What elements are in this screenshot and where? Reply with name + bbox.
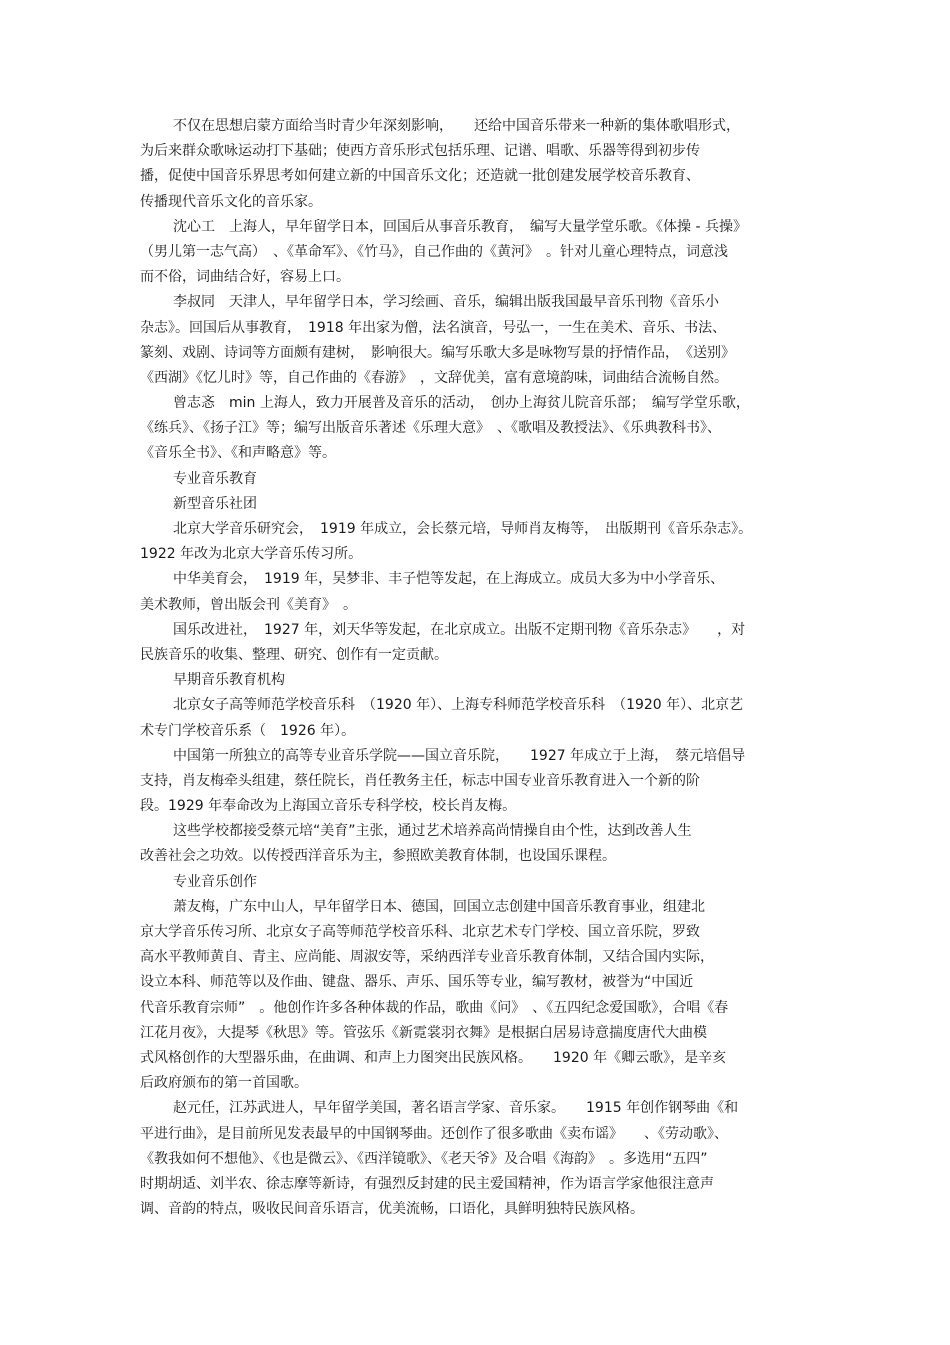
text-line: 杂志》。回国后从事教育， 1918 年出家为僧，法名演音，号弘一，一生在美术、音乐、书法、 [140,319,727,336]
text-line: 京大学音乐传习所、北京女子高等师范学校音乐科、北京艺术专门学校、国立音乐院，罗致 [140,924,700,940]
text-line: 专业音乐创作 [173,873,257,890]
text-line: 北京女子高等师范学校音乐科 （1920 年）、上海专科师范学校音乐科 （1920 年）、北京艺 [173,697,744,714]
text-line: 江花月夜》，大提琴《秋思》等。管弦乐《新霓裳羽衣舞》是根据白居易诗意揣度唐代大曲模 [140,1024,707,1041]
text-line: 萧友梅，广东中山人，早年留学日本、德国，回国立志创建中国音乐教育事业，组建北 [173,898,705,915]
text-line: 沈心工 上海人，早年留学日本，回国后从事音乐教育， 编写大量学堂乐歌。《体操 - 兵操》 [173,218,747,235]
text-line: 赵元任，江苏武进人，早年留学美国，著名语言学家、音乐家。 1915 年创作钢琴曲《和 [173,1100,739,1117]
text-line: 美术教师，曾出版会刊《美育》 。 [140,596,357,613]
text-line: 中国第一所独立的高等专业音乐学院——国立音乐院， 1927 年成立于上海， 蔡元培倡导 [173,747,746,764]
text-line: 篆刻、戏剧、诗词等方面颇有建树， 影响很大。编写乐歌大多是咏物写景的抒情作品， 《送别》 [140,344,735,361]
text-line: 北京大学音乐研究会， 1919 年成立，会长蔡元培，导师肖友梅等， 出版期刊《音乐杂志》。 [173,521,753,537]
text-line: （男儿第一志气高） 、《革命军》、《竹马》，自己作曲的《黄河》 。针对儿童心理特点，词意浅 [140,243,728,260]
text-line: 播，促使中国音乐界思考如何建立新的中国音乐文化；还造就一批创建发展学校音乐教育、 [140,168,700,185]
text-line: 时期胡适、刘半农、徐志摩等新诗，有强烈反封建的民主爱国精神，作为语言学家他很注意声 [140,1175,714,1192]
text-line: 1922 年改为北京大学音乐传习所。 [140,546,363,563]
text-line: 后政府颁布的第一首国歌。 [140,1075,308,1092]
text-line: 代音乐教育宗师” 。他创作许多各种体裁的作品，歌曲《问》 、《五四纪念爱国歌》，合唱《春 [140,999,729,1016]
text-line: 《西湖》《忆儿时》等，自己作曲的《春游》 ，文辞优美，富有意境韵味，词曲结合流畅自然。 [140,369,728,386]
text-line: 曾志忞 min 上海人，致力开展普及音乐的活动， 创办上海贫儿院音乐部； 编写学堂乐歌， [173,395,750,412]
text-line: 式风格创作的大型器乐曲，在曲调、和声上力图突出民族风格。 1920 年《卿云歌》，是辛亥 [140,1049,727,1066]
text-line: 民族音乐的收集、整理、研究、创作有一定贡献。 [140,646,448,663]
text-line: 不仅在思想启蒙方面给当时青少年深刻影响， 还给中国音乐带来一种新的集体歌唱形式， [173,118,740,134]
text-line: 平进行曲》，是目前所见发表最早的中国钢琴曲。还创作了很多歌曲《卖布谣》 、《劳动歌》、 [140,1125,728,1142]
text-line: 术专门学校音乐系（ 1926 年）。 [140,722,356,739]
text-line: 早期音乐教育机构 [173,672,285,689]
text-line: 高水平教师黄自、青主、应尚能、周淑安等，采纳西洋专业音乐教育体制，又结合国内实际， [140,949,714,966]
text-line: 而不俗，词曲结合好，容易上口。 [140,269,350,286]
text-line: 国乐改进社， 1927 年，刘天华等发起，在北京成立。出版不定期刊物《音乐杂志》 ，对 [173,621,746,638]
text-line: 李叔同 天津人，早年留学日本，学习绘画、音乐，编辑出版我国最早音乐刊物《音乐小 [173,294,719,311]
text-line: 《教我如何不想他》、《也是微云》、《西洋镜歌》、《老天爷》及合唱《海韵》 。多选用“五四” [140,1150,708,1167]
text-line: 为后来群众歌咏运动打下基础；使西方音乐形式包括乐理、记谱、唱歌、乐器等得到初步传 [140,143,700,160]
text-line: 《练兵》、《扬子江》等；编写出版音乐著述《乐理大意》 、《歌唱及教授法》、《乐典教科书》、 [140,420,721,437]
text-line: 传播现代音乐文化的音乐家。 [140,193,322,210]
text-line: 《音乐全书》、《和声略意》等。 [140,445,336,462]
document-body [140,114,812,1222]
text-line: 专业音乐教育 [173,470,257,487]
text-line: 段。1929 年奉命改为上海国立音乐专科学校，校长肖友梅。 [140,798,517,815]
text-line: 中华美育会， 1919 年，吴梦非、丰子恺等发起，在上海成立。成员大多为中小学音乐、 [173,571,725,588]
text-line: 改善社会之功效。以传授西洋音乐为主，参照欧美教育体制，也设国乐课程。 [140,848,616,865]
text-line: 新型音乐社团 [173,495,257,512]
text-line: 调、音韵的特点，吸收民间音乐语言，优美流畅，口语化，具鲜明独特民族风格。 [140,1201,644,1218]
text-line: 设立本科、师范等以及作曲、键盘、器乐、声乐、国乐等专业，编写教材，被誉为“中国近 [140,974,694,991]
text-line: 这些学校都接受蔡元培“美育”主张，通过艺术培养高尚情操自由个性，达到改善人生 [173,823,692,840]
text-line: 支持，肖友梅牵头组建，蔡任院长，肖任教务主任，标志中国专业音乐教育进入一个新的阶 [140,772,700,789]
